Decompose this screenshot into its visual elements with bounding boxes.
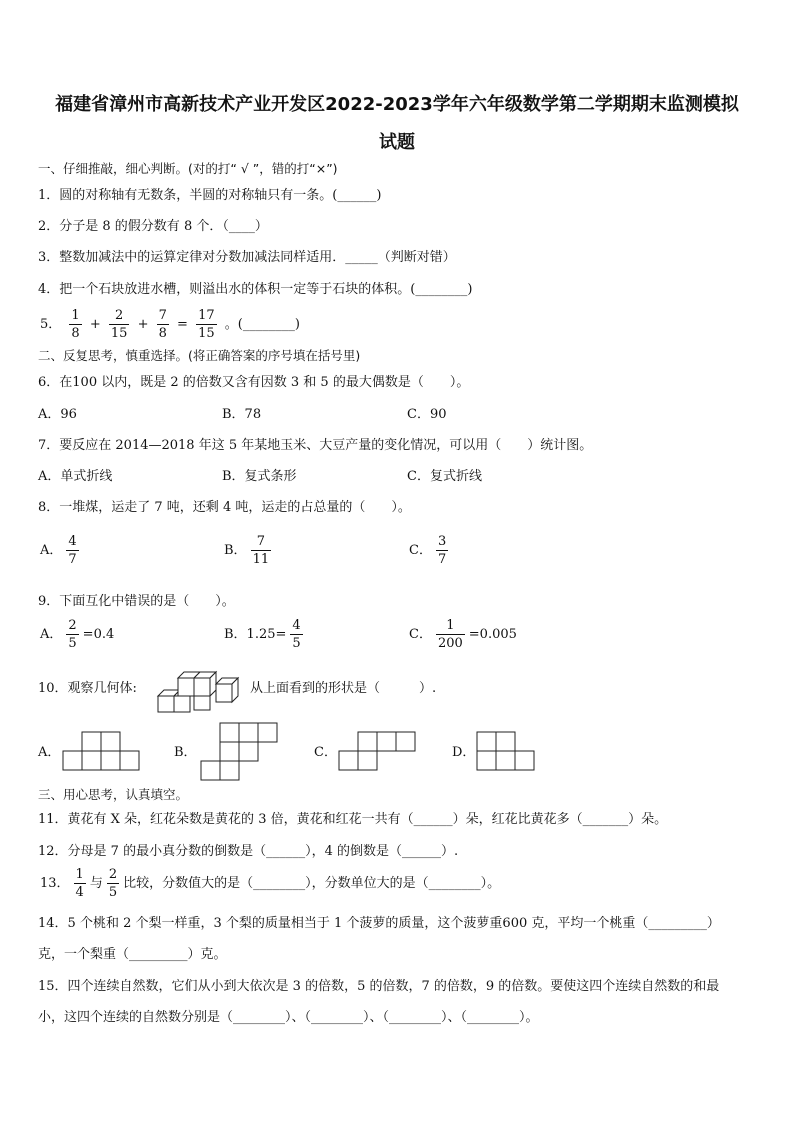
equals-sign: = (177, 316, 188, 332)
question-15-line-2: 小，这四个连续的自然数分别是（________）、（________）、（________）、（________）。 (38, 1010, 539, 1025)
question-1: 1．圆的对称轴有无数条，半圆的对称轴只有一条。(______) (38, 188, 382, 203)
plus-sign: + (89, 316, 101, 332)
q5-number: 5． (40, 316, 62, 332)
question-9: 9．下面互化中错误的是（ ）。 (38, 594, 235, 609)
q5-fraction-1: $\frac{1}{8}$ (71, 308, 80, 341)
question-7: 7．要反应在 2014—2018 年这 5 年某地玉米、大豆产量的变化情况，可以用（ ）统计图。 (38, 438, 593, 453)
q10-option-a-label: A． (38, 745, 61, 760)
question-11: 11．黄花有 X 朵，红花朵数是黄花的 3 倍，黄花和红花一共有（______）朵，红花比黄花多（_______）朵。 (38, 812, 668, 827)
question-10: 10．观察几何体: (38, 681, 137, 696)
q10-option-b-shape (200, 722, 280, 782)
q10-option-d-label: D． (452, 745, 476, 760)
q5-tail: 。(________) (224, 316, 300, 332)
q7-option-a: A．单式折线 (38, 469, 113, 484)
q9-option-a: A． $\frac{2}{5}$ =0.4 (40, 618, 115, 651)
question-2: 2．分子是 8 的假分数有 8 个．（____） (38, 219, 268, 234)
q6-option-b: B．78 (222, 407, 262, 422)
q9-option-b: B．1.25= $\frac{4}{5}$ (224, 618, 301, 651)
q9-option-c: C． $\frac{1}{200}$ =0.005 (409, 618, 517, 651)
title-line-2: 试题 (379, 132, 415, 153)
q6-option-c: C．90 (407, 407, 447, 422)
solid-figure-drawing (154, 664, 240, 716)
q5-fraction-3: $\frac{7}{8}$ (158, 308, 167, 341)
q8-option-a: A． $\frac{4}{7}$ (40, 534, 77, 567)
q8-option-b: B． $\frac{7}{11}$ (224, 534, 270, 567)
plus-sign: + (137, 316, 149, 332)
q10-option-d-shape (476, 731, 538, 773)
question-15-line-1: 15．四个连续自然数，它们从小到大依次是 3 的倍数，5 的倍数，7 的倍数，9 的倍数。要使这四个连续自然数的和最 (38, 979, 720, 994)
q10-option-a-shape (62, 731, 144, 773)
question-5 (38, 307, 302, 342)
title-line-1: 福建省漳州市高新技术产业开发区2022-2023学年六年级数学第二学期期末监测模拟 (55, 94, 739, 115)
question-4: 4．把一个石块放进水槽，则溢出水的体积一定等于石块的体积。(________) (38, 282, 473, 297)
q7-option-c: C．复式折线 (407, 469, 482, 484)
question-8: 8．一堆煤，运走了 7 吨，还剩 4 吨，运走的占总量的（ ）。 (38, 500, 411, 515)
q13-fraction-1: $\frac{1}{4}$ (75, 867, 84, 900)
q13-fraction-2: $\frac{2}{5}$ (108, 867, 118, 900)
question-12: 12．分母是 7 的最小真分数的倒数是（______），4 的倒数是（______）. (38, 844, 459, 859)
question-14-line-2: 克，一个梨重（_________）克。 (38, 947, 227, 962)
section-1-heading: 一、仔细推敲，细心判断。(对的打“ √ ”，错的打“×”) (38, 161, 338, 176)
question-3: 3．整数加减法中的运算定律对分数加减法同样适用．_____（判断对错） (38, 250, 456, 265)
q7-option-b: B．复式条形 (222, 469, 297, 484)
section-2-heading: 二、反复思考，慎重选择。(将正确答案的序号填在括号里) (38, 348, 361, 363)
q8-option-c: C． $\frac{3}{7}$ (409, 534, 447, 567)
q5-fraction-4: $\frac{17}{15}$ (198, 308, 215, 341)
q10-option-b-label: B． (174, 745, 197, 760)
q10-option-c-label: C． (314, 745, 337, 760)
question-10-tail: 从上面看到的形状是（ ）. (250, 681, 437, 696)
question-6: 6．在100 以内，既是 2 的倍数又含有因数 3 和 5 的最大偶数是（ ）。 (38, 375, 470, 390)
q10-option-c-shape (338, 731, 418, 773)
question-13: 13． $\frac{1}{4}$ 与 $\frac{2}{5}$ 比较，分数值大的是（________），分数单位大的是（________）。 (40, 867, 501, 900)
q5-fraction-2: $\frac{2}{15}$ (110, 308, 128, 341)
section-3-heading: 三、用心思考，认真填空。 (38, 787, 189, 802)
question-14-line-1: 14．5 个桃和 2 个梨一样重，3 个梨的质量相当于 1 个菠萝的质量，这个菠萝重600 克，平均一个桃重（_________） (38, 916, 720, 931)
q6-option-a: A．96 (38, 407, 77, 422)
